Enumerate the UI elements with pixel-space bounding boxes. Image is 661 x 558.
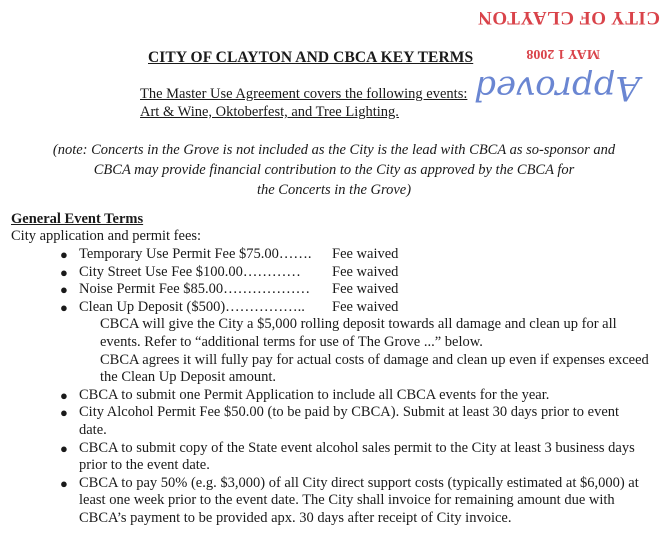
term-text: CBCA to submit copy of the State event alcohol sales permit to the City at least 3 business days prior to the event date. (79, 439, 635, 474)
intro-line-1: The Master Use Agreement covers the following events: (140, 86, 468, 102)
list-item (60, 475, 650, 528)
bullet-icon: ● (60, 247, 68, 262)
list-item (60, 299, 650, 387)
deposit-note-2: CBCA agrees it will fully pay for actual costs of damage and clean up even if expenses exceed the Clean Up Deposit amount. (100, 351, 649, 386)
note-line-3: the Concerts in the Grove) (256, 182, 412, 198)
bullet-icon: ● (60, 405, 68, 421)
list-item (60, 404, 650, 439)
section-intro: City application and permit fees: (11, 228, 202, 244)
list-item (60, 440, 650, 475)
note-line-2: CBCA may provide financial contribution to the City as approved by the CBCA for (93, 162, 575, 178)
fee-name: Temporary Use Permit Fee $75.00……. (79, 246, 312, 262)
list-item (60, 264, 650, 282)
document-title: CITY OF CLAYTON AND CBCA KEY TERMS (148, 49, 474, 66)
fee-name: Clean Up Deposit ($500)…………….. (79, 298, 305, 315)
list-item (60, 281, 650, 299)
fee-name: City Street Use Fee $100.00………… (79, 263, 301, 280)
fee-status: Fee waived (332, 298, 399, 315)
fee-status: Fee waived (332, 263, 399, 280)
terms-list (60, 246, 650, 528)
bullet-icon: ● (60, 387, 68, 403)
term-text: City Alcohol Permit Fee $50.00 (to be paid by CBCA). Submit at least 30 days prior to event date. (79, 404, 620, 438)
bullet-icon: ● (60, 282, 68, 298)
bullet-icon: ● (60, 299, 68, 315)
fee-status: Fee waived (332, 246, 399, 262)
fee-status: Fee waived (332, 281, 399, 298)
intro-line-2: Art & Wine, Oktoberfest, and Tree Lighting. (140, 104, 399, 120)
term-text: CBCA to pay 50% (e.g. $3,000) of all City direct support costs (typically estimated at $6,000) at least one week prior to the event date. The City shall invoice for remaining amount due with CBCA’s payment to be provided apx. 30 days after receipt of City invoice. (79, 474, 639, 526)
bullet-icon: ● (60, 440, 68, 456)
list-item (60, 246, 650, 264)
bullet-icon: ● (60, 475, 68, 491)
intro-block (140, 85, 500, 121)
fee-name: Noise Permit Fee $85.00……………… (79, 281, 311, 298)
deposit-note-1: CBCA will give the City a $5,000 rolling deposit towards all damage and clean up for all events. Refer to “additional terms for use of The Grove ...” below. (100, 316, 617, 350)
list-item (60, 387, 650, 405)
note-line-1: (note: Concerts in the Grove is not included as the City is the lead with CBCA as so-sponsor and (52, 142, 616, 158)
stamp-date: MAY 1 2008 (526, 46, 600, 61)
term-text: CBCA to submit one Permit Application to include all CBCA events for the year. (79, 386, 550, 403)
approved-signature: Approved (474, 68, 640, 108)
bullet-icon: ● (60, 264, 68, 280)
note-block (14, 140, 654, 200)
section-heading: General Event Terms (11, 211, 144, 227)
city-stamp: CITY OF CLAYTON (477, 7, 660, 28)
